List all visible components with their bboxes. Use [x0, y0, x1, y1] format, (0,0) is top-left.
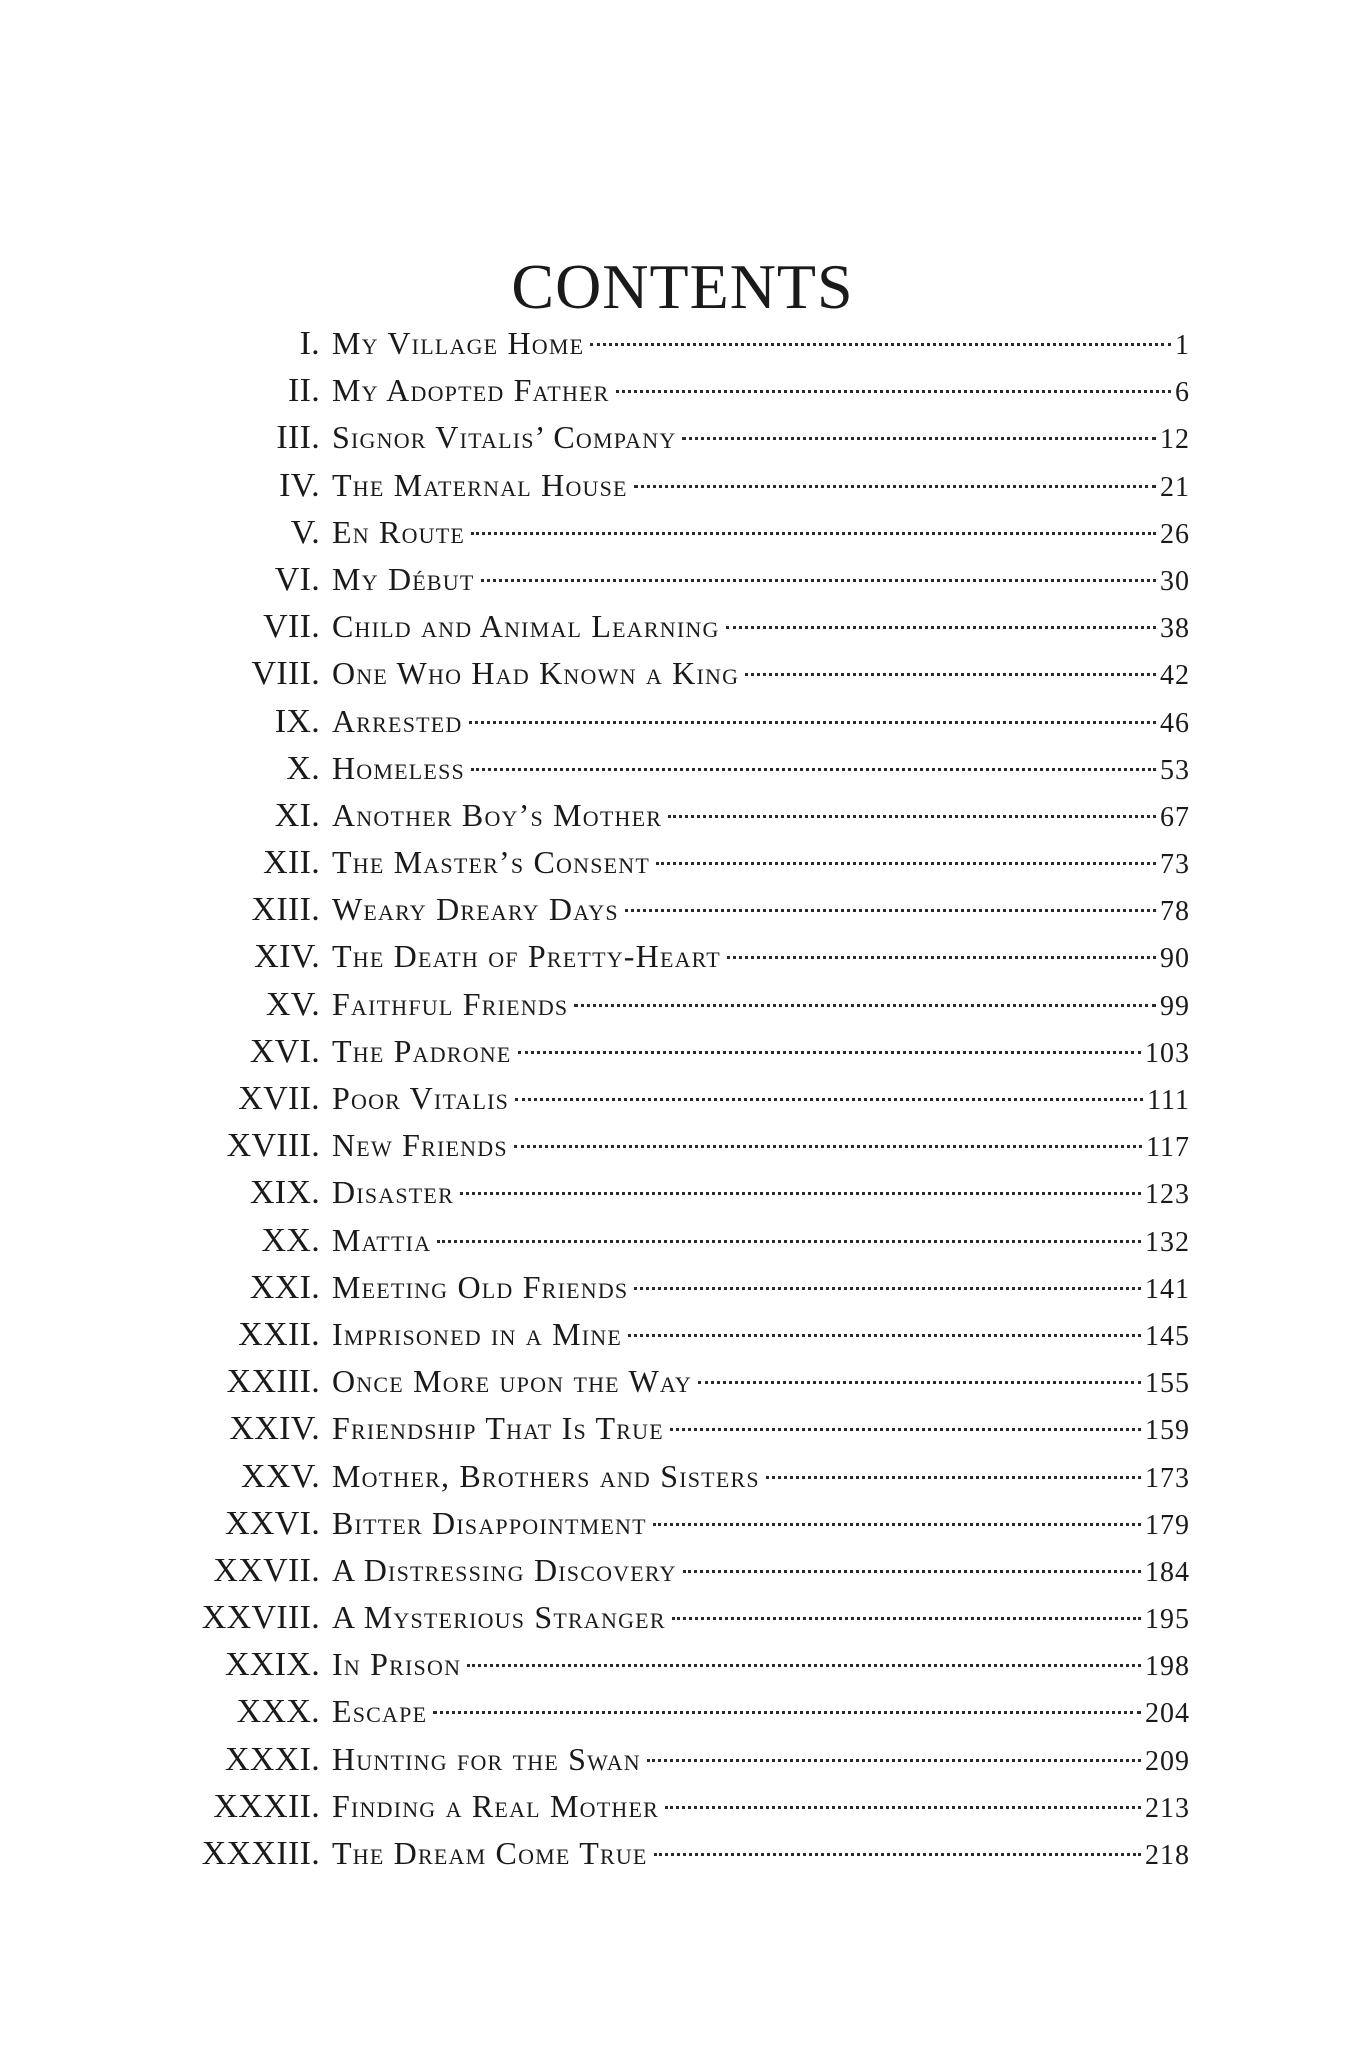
- chapter-title: Imprisoned in a Mine: [332, 1315, 622, 1352]
- page-number: 42: [1160, 660, 1190, 692]
- dot-leader: [745, 673, 1156, 676]
- chapter-title: Disaster: [332, 1174, 454, 1211]
- toc-entry: [150, 1453, 1190, 1500]
- chapter-number: XVII.: [238, 1080, 320, 1117]
- dot-leader: [665, 1806, 1141, 1809]
- page-number: 30: [1160, 565, 1190, 597]
- chapter-number: XXXII.: [213, 1787, 320, 1825]
- page-number: 21: [1160, 471, 1190, 503]
- page-number: 209: [1145, 1745, 1190, 1777]
- toc-entry: [150, 1217, 1190, 1264]
- chapter-number: XXIV.: [229, 1410, 320, 1448]
- chapter-title: Finding a Real Mother: [332, 1787, 659, 1824]
- dot-leader: [481, 579, 1157, 582]
- dot-leader: [634, 1287, 1141, 1290]
- chapter-title: En Route: [332, 513, 466, 550]
- toc-entry: [150, 462, 1190, 509]
- chapter-title: Another Boy’s Mother: [332, 796, 663, 833]
- dot-leader: [469, 721, 1157, 724]
- chapter-title: The Maternal House: [332, 466, 628, 503]
- chapter-title: The Padrone: [332, 1032, 512, 1069]
- page-title: CONTENTS: [511, 250, 854, 322]
- toc-entry: [150, 603, 1190, 650]
- chapter-number: XII.: [263, 844, 320, 882]
- page-number: 123: [1145, 1179, 1190, 1211]
- chapter-number: VIII.: [251, 655, 320, 693]
- dot-leader: [471, 768, 1156, 771]
- toc-entry: [150, 745, 1190, 792]
- toc-entry: [150, 792, 1190, 839]
- chapter-title: Poor Vitalis: [332, 1080, 510, 1116]
- toc-entry: [150, 320, 1190, 367]
- dot-leader: [698, 1381, 1141, 1384]
- toc-entry: [150, 1547, 1190, 1594]
- chapter-title: My Adopted Father: [332, 372, 610, 409]
- chapter-number: XV.: [265, 985, 320, 1023]
- page-number: 141: [1145, 1273, 1190, 1305]
- chapter-title: Child and Animal Learning: [332, 608, 720, 645]
- chapter-title: The Master’s Consent: [332, 844, 651, 881]
- page-number: 46: [1160, 707, 1190, 739]
- page-number: 111: [1147, 1085, 1190, 1116]
- chapter-number: IX.: [274, 702, 320, 740]
- chapter-number: XXXI.: [225, 1740, 320, 1778]
- toc-entry: [150, 981, 1190, 1028]
- toc-entry: [150, 1028, 1190, 1075]
- page-number: 218: [1145, 1840, 1190, 1871]
- chapter-title: Hunting for the Swan: [332, 1740, 641, 1777]
- chapter-title: My Village Home: [332, 325, 585, 361]
- dot-leader: [471, 532, 1156, 535]
- toc-entry: [150, 1358, 1190, 1405]
- page-number: 204: [1145, 1698, 1190, 1730]
- page-number: 145: [1145, 1320, 1190, 1352]
- toc-entry: [150, 1736, 1190, 1783]
- dot-leader: [670, 1428, 1141, 1431]
- chapter-number: XXVIII.: [201, 1599, 320, 1637]
- page-number: 78: [1160, 896, 1190, 928]
- chapter-number: XXII.: [238, 1315, 320, 1353]
- toc-entry: [150, 1594, 1190, 1641]
- chapter-number: XIV.: [254, 938, 320, 976]
- page-number: 117: [1146, 1132, 1190, 1164]
- chapter-number: XI.: [274, 796, 320, 834]
- dot-leader: [515, 1098, 1143, 1101]
- toc-entry: [150, 367, 1190, 414]
- chapter-title: Homeless: [332, 749, 465, 786]
- dot-leader: [647, 1759, 1141, 1762]
- toc-entry: [150, 1169, 1190, 1216]
- toc-entry: [150, 698, 1190, 745]
- chapter-title: My Début: [332, 560, 475, 597]
- dot-leader: [654, 1853, 1141, 1856]
- page-number: 73: [1160, 849, 1190, 881]
- page-number: 67: [1160, 801, 1190, 833]
- page-number: 184: [1145, 1556, 1190, 1588]
- chapter-title: New Friends: [332, 1127, 508, 1164]
- dot-leader: [467, 1664, 1141, 1667]
- chapter-title: Faithful Friends: [332, 985, 569, 1022]
- dot-leader: [682, 437, 1156, 440]
- dot-leader: [514, 1145, 1142, 1148]
- page-number: 26: [1160, 518, 1190, 550]
- toc-entry: [150, 556, 1190, 603]
- table-of-contents: [150, 320, 1190, 1877]
- page-number: 132: [1145, 1226, 1190, 1258]
- dot-leader: [656, 862, 1156, 865]
- chapter-title: Bitter Disappointment: [332, 1504, 647, 1541]
- dot-leader: [625, 909, 1156, 912]
- dot-leader: [460, 1192, 1141, 1195]
- toc-entry: [150, 509, 1190, 556]
- chapter-number: XXVII.: [213, 1551, 320, 1589]
- chapter-number: XXI.: [249, 1268, 320, 1306]
- chapter-title: A Distressing Discovery: [332, 1551, 677, 1588]
- page-number: 103: [1145, 1037, 1190, 1069]
- chapter-title: One Who Had Known a King: [332, 655, 740, 692]
- chapter-title: Meeting Old Friends: [332, 1268, 629, 1305]
- dot-leader: [590, 343, 1171, 346]
- chapter-number: II.: [287, 372, 320, 410]
- dot-leader: [653, 1523, 1141, 1526]
- chapter-title: Escape: [332, 1693, 428, 1730]
- chapter-title: The Death of Pretty-Heart: [332, 938, 721, 975]
- toc-entry: [150, 886, 1190, 933]
- toc-entry: [150, 1264, 1190, 1311]
- page-number: 53: [1160, 754, 1190, 786]
- chapter-number: XX.: [261, 1221, 320, 1259]
- toc-entry: [150, 1075, 1190, 1122]
- toc-entry: [150, 839, 1190, 886]
- dot-leader: [726, 626, 1156, 629]
- toc-entry: [150, 414, 1190, 461]
- toc-entry: [150, 1311, 1190, 1358]
- toc-entry: [150, 1688, 1190, 1735]
- chapter-number: XXX.: [236, 1693, 320, 1731]
- toc-entry: [150, 1500, 1190, 1547]
- page-number: 1: [1175, 330, 1190, 361]
- chapter-number: VII.: [263, 608, 320, 646]
- chapter-number: III.: [276, 419, 320, 457]
- chapter-number: XXXIII.: [201, 1835, 320, 1872]
- dot-leader: [616, 390, 1171, 393]
- toc-entry: [150, 1122, 1190, 1169]
- chapter-title: A Mysterious Stranger: [332, 1599, 666, 1636]
- chapter-title: Signor Vitalis’ Company: [332, 419, 677, 456]
- page-number: 173: [1145, 1462, 1190, 1494]
- chapter-number: XXV.: [241, 1457, 320, 1495]
- toc-entry: [150, 933, 1190, 980]
- chapter-title: Arrested: [332, 702, 463, 739]
- page-number: 38: [1160, 613, 1190, 645]
- page-number: 159: [1145, 1415, 1190, 1447]
- chapter-number: XVIII.: [226, 1127, 320, 1165]
- chapter-title: Friendship That Is True: [332, 1410, 664, 1447]
- toc-entry: [150, 1783, 1190, 1830]
- dot-leader: [574, 1004, 1156, 1007]
- page-number: 213: [1145, 1792, 1190, 1824]
- toc-entry: [150, 1830, 1190, 1877]
- chapter-number: XIX.: [249, 1174, 320, 1212]
- toc-entry: [150, 1405, 1190, 1452]
- page-number: 99: [1160, 990, 1190, 1022]
- page-number: 198: [1145, 1651, 1190, 1683]
- chapter-number: VI.: [274, 560, 320, 598]
- dot-leader: [628, 1334, 1141, 1337]
- page-number: 179: [1145, 1509, 1190, 1541]
- chapter-number: XIII.: [251, 891, 320, 929]
- dot-leader: [437, 1240, 1141, 1243]
- chapter-number: XXIII.: [226, 1363, 320, 1401]
- chapter-number: I.: [299, 325, 320, 362]
- dot-leader: [634, 485, 1156, 488]
- dot-leader: [766, 1476, 1141, 1479]
- dot-leader: [672, 1617, 1141, 1620]
- toc-entry: [150, 1641, 1190, 1688]
- dot-leader: [727, 956, 1156, 959]
- page-number: 195: [1145, 1604, 1190, 1636]
- chapter-number: XVI.: [249, 1032, 320, 1070]
- chapter-title: In Prison: [332, 1646, 462, 1683]
- page-number: 155: [1145, 1368, 1190, 1400]
- page-number: 6: [1175, 377, 1190, 409]
- chapter-number: XXVI.: [225, 1504, 320, 1542]
- dot-leader: [683, 1570, 1141, 1573]
- chapter-title: Weary Dreary Days: [332, 891, 619, 928]
- toc-entry: [150, 650, 1190, 697]
- page-number: 12: [1160, 424, 1190, 456]
- chapter-number: X.: [286, 749, 320, 787]
- chapter-number: V.: [290, 513, 320, 551]
- chapter-title: Mattia: [332, 1221, 432, 1258]
- dot-leader: [518, 1051, 1141, 1054]
- chapter-number: IV.: [279, 466, 320, 504]
- dot-leader: [433, 1711, 1141, 1714]
- page-number: 90: [1160, 943, 1190, 975]
- chapter-title: Mother, Brothers and Sisters: [332, 1457, 760, 1494]
- chapter-title: The Dream Come True: [332, 1835, 648, 1871]
- dot-leader: [668, 815, 1156, 818]
- chapter-number: XXIX.: [225, 1646, 320, 1684]
- chapter-title: Once More upon the Way: [332, 1363, 693, 1400]
